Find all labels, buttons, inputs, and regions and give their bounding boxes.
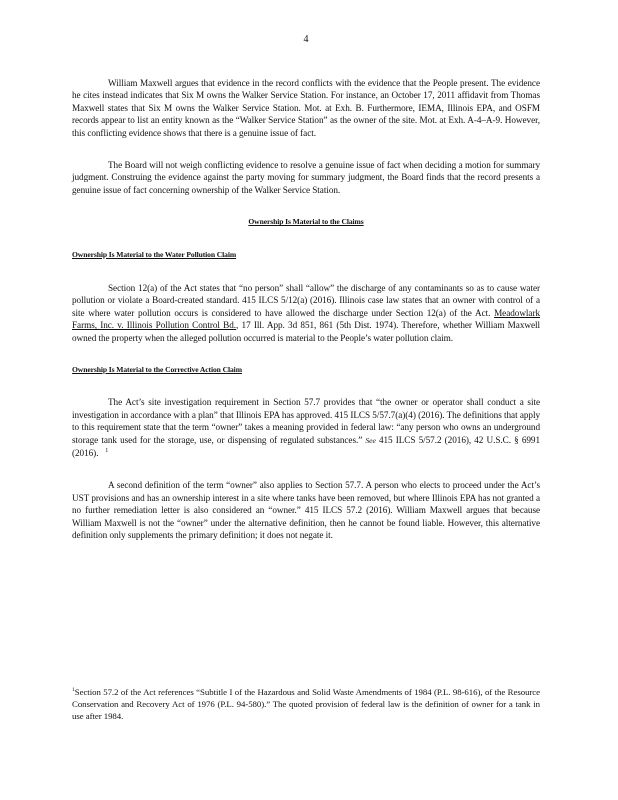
paragraph-section-57-7 — [72, 396, 540, 460]
see-signal: See — [365, 435, 376, 445]
section-57-7-text: The Act’s site investigation requirement in Section 57.7 provides that “the owner or operator shall conduct a site investigation in accordance with a plan” that Illinois EPA has approved. 415 ILCS 5/57.7(a)(4) (2016). The definitions that apply to this requirement state that the term “owner” takes a meaning provided in federal law: “any person who owns an underground storage tank used for the storage, use, or dispensing of regulated substances.” — [72, 397, 540, 445]
paragraph-section-12a — [72, 282, 540, 345]
footnote-reference: 1 — [105, 448, 109, 455]
section-12a-conclusion: , 17 Ill. App. 3d 851, 861 (5th Dist. 1974). Therefore, whether William Maxwell owned the property when the alleged pollution occurred is material to the People’s water pollution claim. — [72, 320, 540, 343]
heading-ownership-corrective-action: Ownership Is Material to the Corrective Action Claim — [72, 364, 242, 374]
footnote-marker: 1 — [72, 687, 75, 694]
case-citation-meadowlark: Meadowlark Farms, Inc. v. Illinois Pollution Control Bd. — [72, 307, 540, 331]
page-number: 4 — [303, 34, 309, 45]
paragraph-board-finding: The Board will not weigh conflicting evidence to resolve a genuine issue of fact when deciding a motion for summary judgment. Construing the evidence against the party moving for summary judgment, the Board finds that the record presents a genuine issue of fact concerning ownership of the Walker Service Station. — [72, 159, 540, 195]
footnote-text: Section 57.2 of the Act references “Subtitle I of the Hazardous and Solid Waste Amendments of 1984 (P.L. 98-616), of the Resource Conservation and Recovery Act of 1976 (P.L. 94-580).” The quoted provision of federal law is the definition of owner for a tank in use after 1984. — [72, 687, 540, 721]
footnote — [72, 686, 540, 722]
heading-ownership-material-claims: Ownership Is Material to the Claims — [248, 217, 364, 227]
section-12a-text: Section 12(a) of the Act states that “no person” shall “allow” the discharge of any contaminants so as to cause water pollution or violate a Board-created standard. 415 ILCS 5/12(a) (2016). Illinois case law states that an owner with control of a site where water pollution occurs is considered to have allowed the discharge under Section 12(a) of the Act. — [72, 282, 540, 318]
heading-ownership-water-pollution: Ownership Is Material to the Water Pollution Claim — [72, 249, 237, 259]
paragraph-second-definition: A second definition of the term “owner” also applies to Section 57.7. A person who elects to proceed under the Act’s UST provisions and has an ownership interest in a site where tanks have been removed, but where Illinois EPA has not granted a no further remediation letter is also considered an “owner.” 415 ILCS 57.2 (2016). William Maxwell argues that because William Maxwell is not the “owner” under the alternative definition, then he cannot be found liable. However, this alternative definition only supplements the primary definition; it does not negate it. — [72, 480, 540, 541]
section-57-7-citation: 415 ILCS 5/57.2 (2016), 42 U.S.C. § 6991 (2016). — [72, 434, 540, 459]
paragraph-conflicting-evidence: William Maxwell argues that evidence in the record conflicts with the evidence that the People present. The evidence he cites instead indicates that Six M owns the Walker Service Station. For instance, an October 17, 2011 affidavit from Thomas Maxwell states that Six M owns the Walker Service Station. Mot. at Exh. B. Furthermore, IEMA, Illinois EPA, and OSFM records appear to list an entity known as the “Walker Service Station” as the owner of the site. Mot. at Exh. A-4–A-9. However, this conflicting evidence shows that there is a genuine issue of fact. — [72, 77, 540, 138]
